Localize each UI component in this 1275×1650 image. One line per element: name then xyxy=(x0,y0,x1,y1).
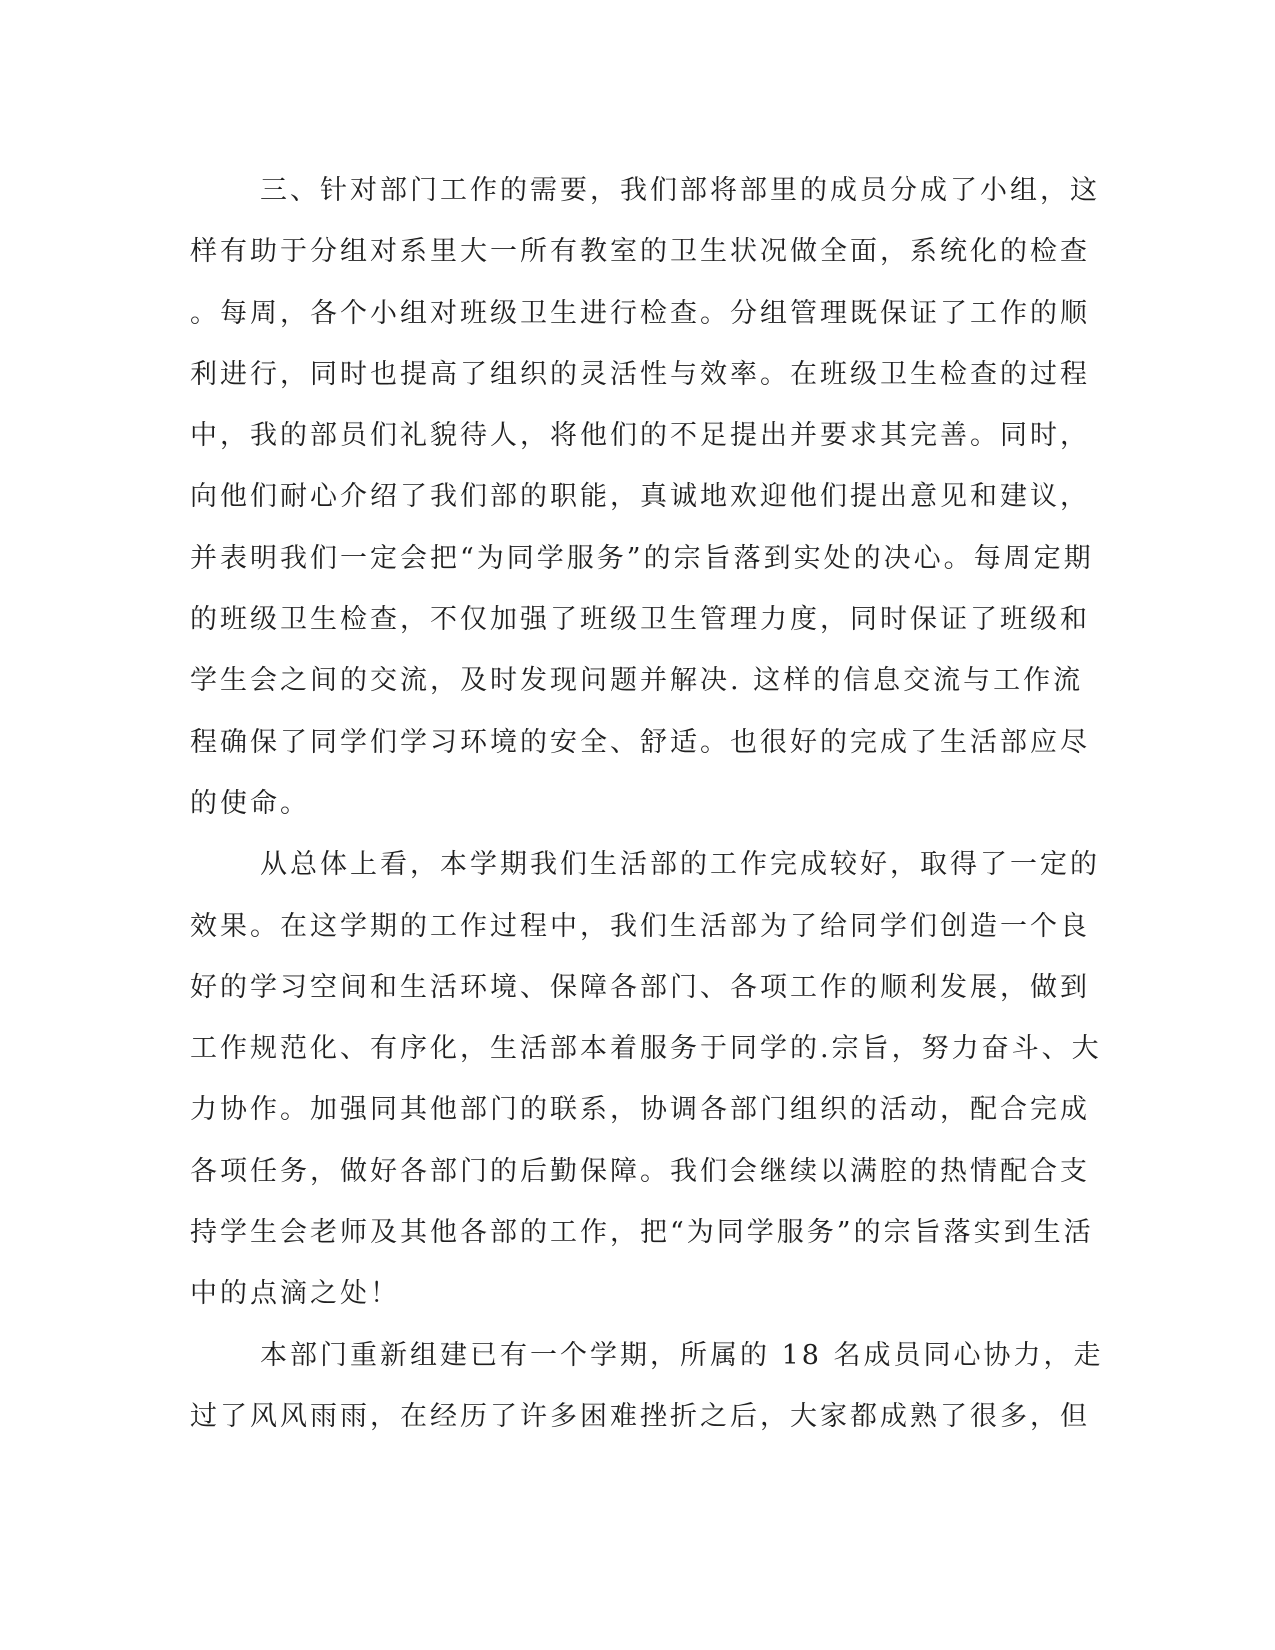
paragraph-1-line-2: 样有助于分组对系里大一所有教室的卫生状况做全面，系统化的检查 xyxy=(190,236,1090,268)
paragraph-2-line-8: 中的点滴之处！ xyxy=(190,1278,400,1310)
paragraph-2-line-6: 各项任务，做好各部门的后勤保障。我们会继续以满腔的热情配合支 xyxy=(190,1155,1090,1187)
paragraph-1-line-6: 向他们耐心介绍了我们部的职能，真诚地欢迎他们提出意见和建议， xyxy=(190,481,1090,513)
paragraph-2-line-7: 持学生会老师及其他各部的工作，把“为同学服务”的宗旨落实到生活 xyxy=(190,1217,1094,1249)
paragraph-1-line-4: 利进行，同时也提高了组织的灵活性与效率。在班级卫生检查的过程 xyxy=(190,358,1090,390)
paragraph-1-line-11: 的使命。 xyxy=(190,787,310,819)
paragraph-2-line-5: 力协作。加强同其他部门的联系，协调各部门组织的活动，配合完成 xyxy=(190,1094,1090,1126)
paragraph-1-line-7: 并表明我们一定会把“为同学服务”的宗旨落到实处的决心。每周定期 xyxy=(190,542,1094,574)
paragraph-2-line-1: 从总体上看，本学期我们生活部的工作完成较好，取得了一定的 xyxy=(260,849,1100,881)
paragraph-3-line-2: 过了风风雨雨，在经历了许多困难挫折之后，大家都成熟了很多，但 xyxy=(190,1400,1090,1432)
paragraph-3-line-1: 本部门重新组建已有一个学期，所属的 18 名成员同心协力，走 xyxy=(260,1339,1104,1371)
document-body xyxy=(190,160,1104,1447)
paragraph-2-line-4: 工作规范化、有序化，生活部本着服务于同学的.宗旨，努力奋斗、大 xyxy=(190,1033,1102,1065)
paragraph-1-line-9: 学生会之间的交流，及时发现问题并解决. 这样的信息交流与工作流 xyxy=(190,665,1084,697)
paragraph-1-line-3: 。每周，各个小组对班级卫生进行检查。分组管理既保证了工作的顺 xyxy=(190,297,1090,329)
paragraph-1-line-1: 三、针对部门工作的需要，我们部将部里的成员分成了小组，这 xyxy=(260,175,1100,206)
paragraph-2-line-3: 好的学习空间和生活环境、保障各部门、各项工作的顺利发展，做到 xyxy=(190,971,1090,1003)
paragraph-1-line-10: 程确保了同学们学习环境的安全、舒适。也很好的完成了生活部应尽 xyxy=(190,726,1090,758)
paragraph-1-line-8: 的班级卫生检查，不仅加强了班级卫生管理力度，同时保证了班级和 xyxy=(190,604,1090,636)
paragraph-1-line-5: 中，我的部员们礼貌待人，将他们的不足提出并要求其完善。同时， xyxy=(190,420,1090,452)
paragraph-2-line-2: 效果。在这学期的工作过程中，我们生活部为了给同学们创造一个良 xyxy=(190,910,1090,942)
